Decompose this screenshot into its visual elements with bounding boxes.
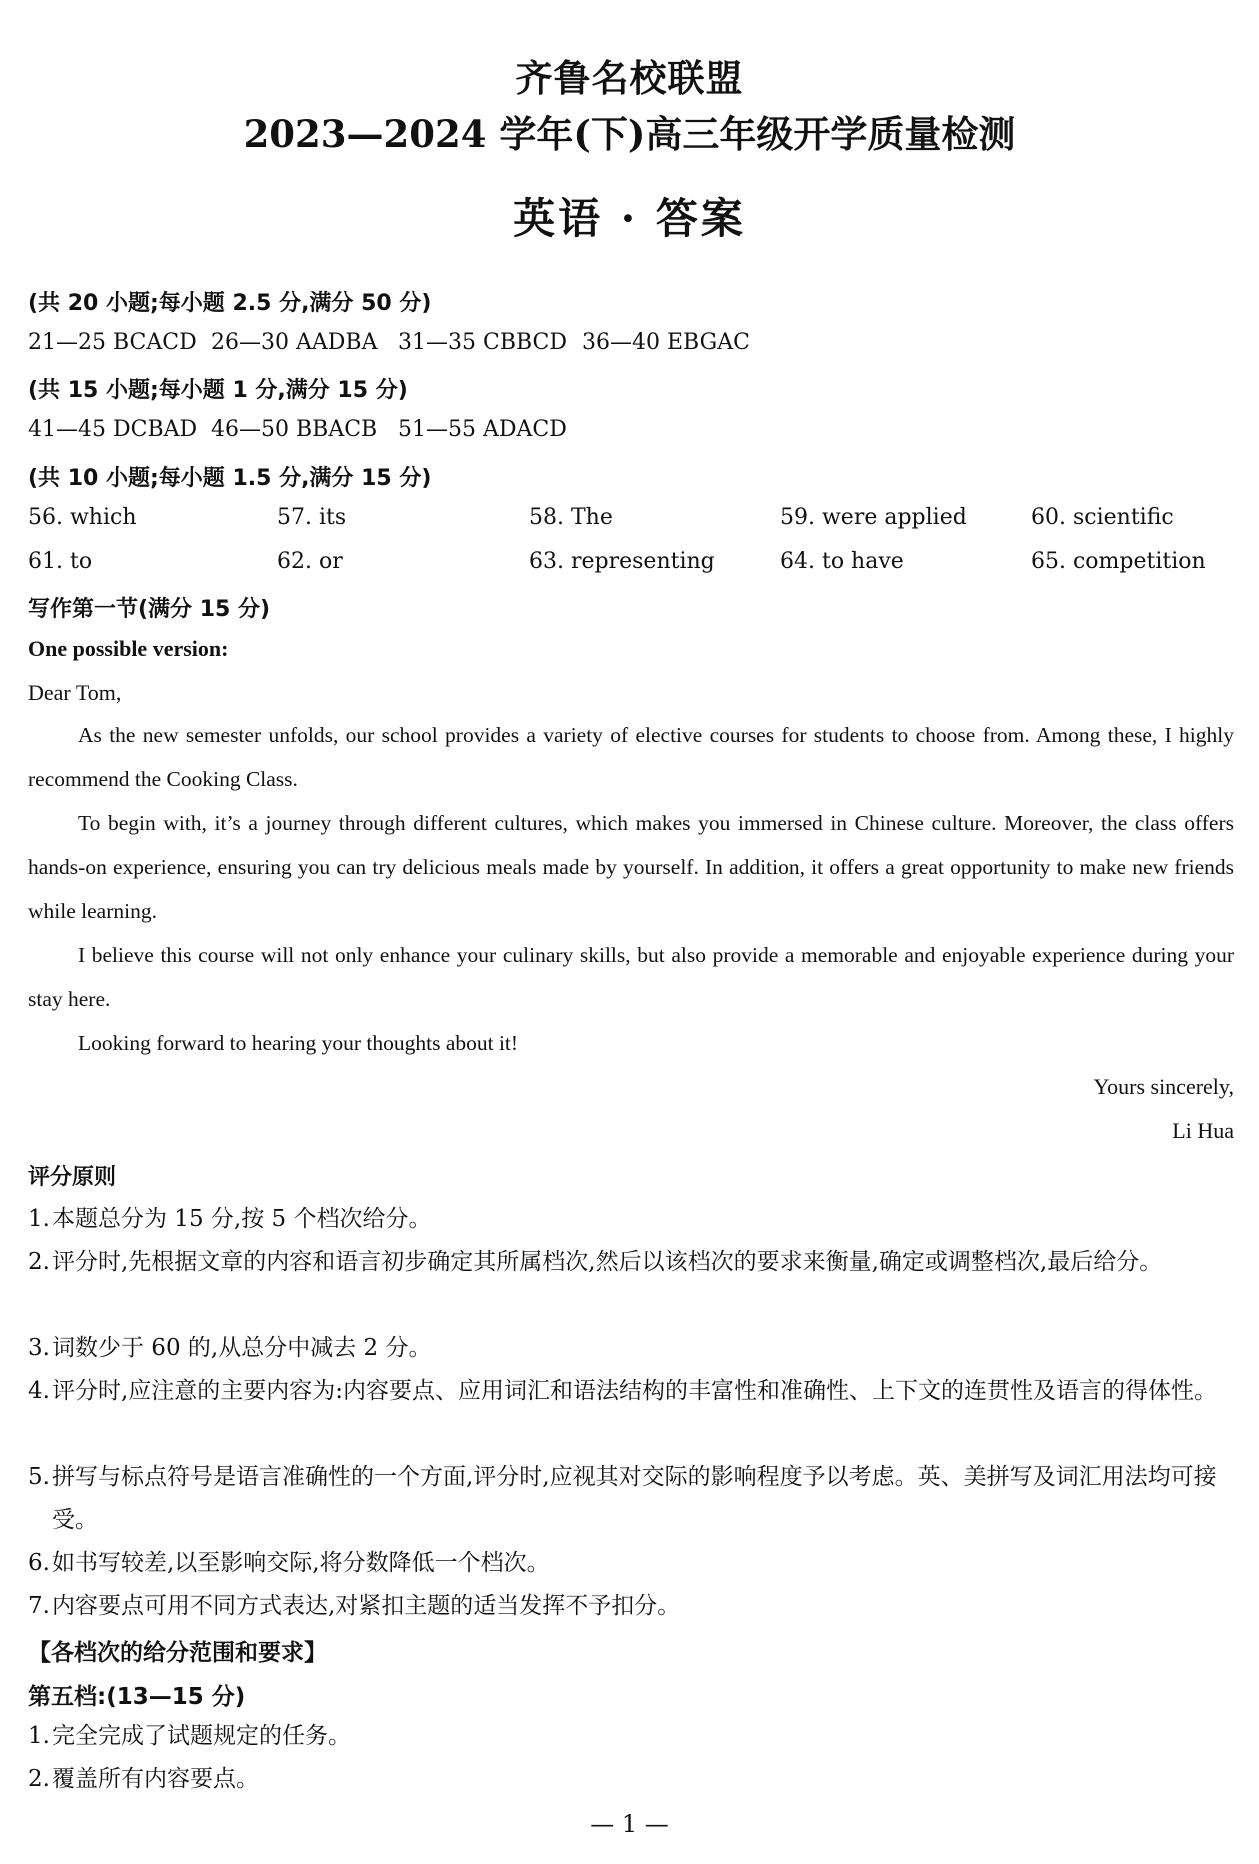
grading-rule (28, 1542, 1238, 1585)
answer-item: 59. were applied (780, 505, 967, 530)
grading-rule (28, 1327, 1238, 1370)
rule-text: 评分时,先根据文章的内容和语言初步确定其所属档次,然后以该档次的要求来衡量,确定或调整档次,最后给分。 (52, 1249, 1163, 1275)
answer-group: 26—30 AADBA (211, 330, 378, 355)
answer-item: 60. scientific (1031, 505, 1174, 530)
school-alliance-title: 齐鲁名校联盟 (515, 56, 744, 100)
letter-paragraph: I believe this course will not only enhance your culinary skills, but also provide a memorable and enjoyable experience during your stay here. (28, 943, 1234, 1011)
item-text: 覆盖所有内容要点。 (52, 1766, 259, 1792)
level5-item (28, 1715, 1238, 1758)
letter-signature: Li Hua (1172, 1118, 1234, 1143)
answer-item: 64. to have (780, 549, 904, 574)
answer-item: 56. which (28, 505, 137, 530)
rule-text: 评分时,应注意的主要内容为:内容要点、应用词汇和语法结构的丰富性和准确性、上下文的连贯性及语言的得体性。 (52, 1378, 1218, 1404)
level5-item (28, 1758, 1238, 1801)
answer-group: 46—50 BBACB (211, 417, 378, 442)
answer-group: 41—45 DCBAD (28, 417, 198, 442)
grading-rule (28, 1456, 1238, 1542)
rule-text: 本题总分为 15 分,按 5 个档次给分。 (52, 1206, 432, 1232)
answer-item: 58. The (529, 505, 613, 530)
answer-group: 31—35 CBBCD (398, 330, 568, 355)
rule-number: 6. (28, 1550, 50, 1576)
item-number: 2. (28, 1766, 50, 1792)
rule-number: 4. (28, 1378, 50, 1404)
grading-heading: 评分原则 (28, 1165, 117, 1190)
letter-paragraph: Looking forward to hearing your thoughts about it! (78, 1031, 519, 1055)
version-label: One possible version: (28, 636, 229, 661)
answer-item: 63. representing (529, 549, 715, 574)
rule-number: 5. (28, 1464, 50, 1490)
section1-heading: (共 20 小题;每小题 2.5 分,满分 50 分) (28, 291, 432, 316)
level5-heading: 第五档:(13—15 分) (28, 1684, 246, 1710)
answer-item: 61. to (28, 549, 93, 574)
answer-group: 21—25 BCACD (28, 330, 197, 355)
answer-group: 51—55 ADACD (398, 417, 567, 442)
rule-text: 内容要点可用不同方式表达,对紧扣主题的适当发挥不予扣分。 (52, 1593, 681, 1619)
letter-closing: Yours sincerely, (1093, 1074, 1234, 1099)
letter-greeting: Dear Tom, (28, 680, 122, 705)
item-text: 完全完成了试题规定的任务。 (52, 1723, 351, 1749)
rule-text: 词数少于 60 的,从总分中减去 2 分。 (52, 1335, 432, 1361)
letter-paragraph: As the new semester unfolds, our school provides a variety of elective courses for students to choose from. Among these, I highly recommend the Cooking Class. (28, 723, 1234, 791)
grading-rule (28, 1370, 1238, 1413)
answer-group: 36—40 EBGAC (582, 330, 750, 355)
subject-answer-title: 英语 · 答案 (513, 194, 746, 243)
writing-heading: 写作第一节(满分 15 分) (28, 597, 271, 622)
grading-rule (28, 1585, 1238, 1628)
answer-item: 62. or (277, 549, 343, 574)
grading-rule (28, 1241, 1238, 1284)
rule-number: 3. (28, 1335, 50, 1361)
rule-text: 如书写较差,以至影响交际,将分数降低一个档次。 (52, 1550, 550, 1576)
levels-heading: 【各档次的给分范围和要求】 (28, 1640, 327, 1666)
exam-title: 2023—2024 学年(下)高三年级开学质量检测 (243, 112, 1016, 156)
rule-text: 拼写与标点符号是语言准确性的一个方面,评分时,应视其对交际的影响程度予以考虑。英、美拼写及词汇用法均可接受。 (52, 1464, 1217, 1533)
page-number: — 1 — (590, 1810, 669, 1838)
letter-paragraph: To begin with, it’s a journey through different cultures, which makes you immersed in Chinese culture. Moreover, the class offers hands-on experience, ensuring you can try delicious meals made by yourself. In addition, it offers a great opportunity to make new friends while learning. (28, 811, 1234, 923)
rule-number: 7. (28, 1593, 50, 1619)
section3-heading: (共 10 小题;每小题 1.5 分,满分 15 分) (28, 466, 432, 491)
answer-item: 57. its (277, 505, 347, 530)
rule-number: 2. (28, 1249, 50, 1275)
answer-item: 65. competition (1031, 549, 1206, 574)
grading-rule (28, 1198, 1238, 1241)
item-number: 1. (28, 1723, 50, 1749)
rule-number: 1. (28, 1206, 50, 1232)
section2-heading: (共 15 小题;每小题 1 分,满分 15 分) (28, 378, 408, 403)
